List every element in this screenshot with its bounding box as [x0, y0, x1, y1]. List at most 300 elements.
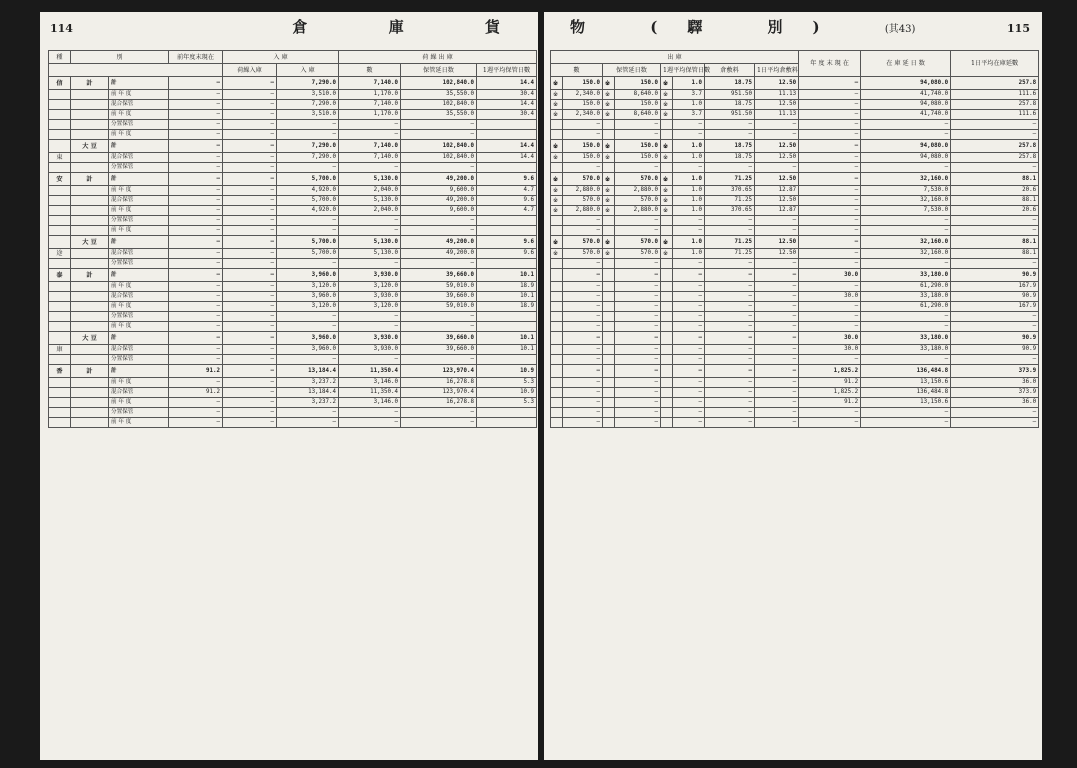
mark-cell	[661, 418, 673, 428]
mark-cell	[551, 120, 563, 130]
stock-days-cell: 94,080.0	[861, 77, 951, 90]
subcategory-cell: 分置保管	[109, 355, 169, 365]
storage-days-cell: —	[401, 163, 477, 173]
avg-fee-cell: —	[755, 130, 799, 140]
inbound-cell: —	[277, 408, 339, 418]
region-cell: 香	[49, 365, 71, 378]
inbound-cell: 3,120.0	[277, 282, 339, 292]
out-storage-days-cell: —	[615, 418, 661, 428]
region-cell	[49, 355, 71, 365]
out-storage-days-cell: 2,880.0	[615, 206, 661, 216]
avg-fee-cell: —	[755, 163, 799, 173]
avg-fee-cell: —	[755, 226, 799, 236]
inbound-cell: 3,510.0	[277, 90, 339, 100]
fee-cell: 951.50	[705, 90, 755, 100]
inbound-cell: 13,184.4	[277, 388, 339, 398]
avg-days-cell	[477, 418, 537, 428]
out-avg-days-cell: —	[673, 408, 705, 418]
stock-days-cell: 136,484.8	[861, 388, 951, 398]
table-row	[551, 345, 1039, 355]
table-row	[551, 365, 1039, 378]
avg-days-cell: 30.4	[477, 110, 537, 120]
avg-fee-cell: —	[755, 408, 799, 418]
out-storage-days-cell: —	[615, 398, 661, 408]
out-quantity-cell: 570.0	[563, 173, 603, 186]
transfer-cell: —	[223, 355, 277, 365]
mark-cell	[551, 398, 563, 408]
prev-balance-cell: —	[169, 130, 223, 140]
fee-cell: —	[705, 408, 755, 418]
storage-days-cell: —	[401, 130, 477, 140]
year-end-cell: —	[799, 77, 861, 90]
out-avg-days-cell: —	[673, 163, 705, 173]
table-row	[49, 173, 537, 186]
stock-days-cell: —	[861, 355, 951, 365]
transfer-cell: —	[223, 186, 277, 196]
fee-cell: —	[705, 120, 755, 130]
fee-cell: —	[705, 259, 755, 269]
subcategory-cell: 計	[109, 236, 169, 249]
table-row	[551, 408, 1039, 418]
storage-days-cell: 123,970.4	[401, 388, 477, 398]
table-row	[551, 418, 1039, 428]
stock-days-cell: 32,160.0	[861, 173, 951, 186]
avg-days-cell	[477, 216, 537, 226]
table-row	[49, 226, 537, 236]
out-avg-days-cell: —	[673, 388, 705, 398]
mark-cell: ※	[551, 153, 563, 163]
prev-balance-cell: —	[169, 322, 223, 332]
kind-cell	[71, 282, 109, 292]
kind-cell	[71, 345, 109, 355]
transfer-cell: —	[223, 398, 277, 408]
prev-balance-cell: —	[169, 398, 223, 408]
out-storage-days-cell: 150.0	[615, 77, 661, 90]
subcategory-cell: 計	[109, 365, 169, 378]
avg-fee-cell: 11.13	[755, 110, 799, 120]
mark-cell	[551, 355, 563, 365]
out-storage-days-cell: —	[615, 120, 661, 130]
table-row	[551, 77, 1039, 90]
out-storage-days-cell: —	[615, 302, 661, 312]
fee-cell: —	[705, 365, 755, 378]
avg-days-cell	[477, 130, 537, 140]
out-quantity-cell: —	[563, 322, 603, 332]
out-avg-days-cell: 1.0	[673, 77, 705, 90]
out-avg-days-cell: 1.0	[673, 196, 705, 206]
out-avg-days-cell: —	[673, 322, 705, 332]
stock-days-cell: 33,180.0	[861, 332, 951, 345]
storage-days-cell: —	[401, 355, 477, 365]
header-out-storage-days: 保管延日数	[603, 64, 661, 77]
out-avg-days-cell: —	[673, 269, 705, 282]
prev-balance-cell: —	[169, 312, 223, 322]
storage-days-cell: —	[401, 120, 477, 130]
subcategory-cell: 前 年 度	[109, 90, 169, 100]
kind-cell	[71, 130, 109, 140]
prev-balance-cell: —	[169, 408, 223, 418]
avg-days-cell	[477, 120, 537, 130]
transfer-cell: —	[223, 292, 277, 302]
header-out-avg-days: 1週平均保管日數	[661, 64, 705, 77]
mark-cell	[551, 282, 563, 292]
subcategory-cell: 前 年 度	[109, 322, 169, 332]
year-end-cell: —	[799, 173, 861, 186]
out-avg-days-cell: 3.7	[673, 110, 705, 120]
mark-cell	[661, 312, 673, 322]
fee-cell: —	[705, 302, 755, 312]
kind-cell	[71, 163, 109, 173]
inbound-cell: 5,700.0	[277, 249, 339, 259]
avg-days-cell: 30.4	[477, 90, 537, 100]
stock-days-cell: 32,160.0	[861, 236, 951, 249]
table-row	[551, 140, 1039, 153]
storage-days-cell: —	[401, 408, 477, 418]
mark-cell	[603, 282, 615, 292]
mark-cell	[661, 322, 673, 332]
mark-cell: ※	[661, 140, 673, 153]
inbound-cell: —	[277, 418, 339, 428]
inbound-cell: 4,920.0	[277, 186, 339, 196]
quantity-cell: —	[339, 130, 401, 140]
transfer-cell: —	[223, 322, 277, 332]
right-table-body	[551, 77, 1039, 428]
out-avg-days-cell: —	[673, 226, 705, 236]
out-storage-days-cell: 150.0	[615, 100, 661, 110]
inbound-cell: 3,960.0	[277, 269, 339, 282]
avg-days-cell	[477, 312, 537, 322]
out-storage-days-cell: —	[615, 292, 661, 302]
avg-days-cell: 18.9	[477, 282, 537, 292]
mark-cell	[661, 302, 673, 312]
avg-days-cell: 10.1	[477, 345, 537, 355]
mark-cell	[551, 216, 563, 226]
prev-balance-cell: —	[169, 206, 223, 216]
out-avg-days-cell: 1.0	[673, 140, 705, 153]
avg-fee-cell: —	[755, 355, 799, 365]
quantity-cell: —	[339, 226, 401, 236]
out-quantity-cell: —	[563, 302, 603, 312]
year-end-cell: —	[799, 110, 861, 120]
out-quantity-cell: 570.0	[563, 249, 603, 259]
daily-avg-cell: —	[951, 226, 1039, 236]
out-avg-days-cell: 1.0	[673, 100, 705, 110]
fee-cell: 71.25	[705, 173, 755, 186]
storage-days-cell: 9,600.0	[401, 206, 477, 216]
inbound-cell: —	[277, 216, 339, 226]
region-cell: 東	[49, 153, 71, 163]
prev-balance-cell: —	[169, 292, 223, 302]
region-cell	[49, 226, 71, 236]
storage-days-cell: 39,660.0	[401, 269, 477, 282]
table-row	[49, 269, 537, 282]
region-cell: 泰	[49, 269, 71, 282]
transfer-cell: —	[223, 153, 277, 163]
region-cell	[49, 302, 71, 312]
out-storage-days-cell: —	[615, 216, 661, 226]
out-quantity-cell: —	[563, 398, 603, 408]
out-avg-days-cell: 1.0	[673, 153, 705, 163]
kind-cell: 大 豆	[71, 236, 109, 249]
kind-cell	[71, 292, 109, 302]
mark-cell: ※	[551, 90, 563, 100]
avg-days-cell: 4.7	[477, 206, 537, 216]
table-row	[49, 259, 537, 269]
table-row	[49, 90, 537, 100]
inbound-cell: —	[277, 226, 339, 236]
mark-cell: ※	[603, 186, 615, 196]
left-page	[40, 12, 538, 760]
year-end-cell: —	[799, 206, 861, 216]
table-row	[551, 398, 1039, 408]
inbound-cell: 5,700.0	[277, 236, 339, 249]
daily-avg-cell: 88.1	[951, 236, 1039, 249]
mark-cell	[551, 163, 563, 173]
stock-days-cell: —	[861, 130, 951, 140]
mark-cell: ※	[603, 206, 615, 216]
mark-cell	[661, 130, 673, 140]
mark-cell	[661, 216, 673, 226]
out-storage-days-cell: 570.0	[615, 173, 661, 186]
subcategory-cell: 混合保管	[109, 196, 169, 206]
region-cell	[49, 130, 71, 140]
kind-cell	[71, 120, 109, 130]
quantity-cell: 5,130.0	[339, 196, 401, 206]
out-avg-days-cell: —	[673, 216, 705, 226]
header-inbound-transfer: 荷繰入庫	[223, 64, 277, 77]
right-page	[544, 12, 1042, 760]
mark-cell	[661, 259, 673, 269]
storage-days-cell: —	[401, 418, 477, 428]
region-cell	[49, 186, 71, 196]
quantity-cell: —	[339, 408, 401, 418]
storage-days-cell: 49,200.0	[401, 236, 477, 249]
avg-days-cell: 14.4	[477, 100, 537, 110]
region-cell	[49, 163, 71, 173]
kind-cell	[71, 322, 109, 332]
out-avg-days-cell: —	[673, 130, 705, 140]
inbound-cell: 7,290.0	[277, 140, 339, 153]
kind-cell	[71, 226, 109, 236]
daily-avg-cell: 88.1	[951, 249, 1039, 259]
storage-days-cell: 39,660.0	[401, 345, 477, 355]
kind-cell	[71, 186, 109, 196]
stock-days-cell: —	[861, 226, 951, 236]
avg-fee-cell: —	[755, 388, 799, 398]
region-cell: 途	[49, 249, 71, 259]
table-row	[551, 292, 1039, 302]
kind-cell	[71, 249, 109, 259]
mark-cell: ※	[661, 110, 673, 120]
out-storage-days-cell: —	[615, 332, 661, 345]
stock-days-cell: 94,080.0	[861, 100, 951, 110]
out-storage-days-cell: 8,640.0	[615, 90, 661, 100]
fee-cell: 18.75	[705, 77, 755, 90]
transfer-cell: —	[223, 302, 277, 312]
year-end-cell: —	[799, 90, 861, 100]
mark-cell: ※	[551, 100, 563, 110]
mark-cell	[661, 163, 673, 173]
daily-avg-cell: 36.0	[951, 398, 1039, 408]
avg-days-cell: 14.4	[477, 140, 537, 153]
mark-cell	[603, 269, 615, 282]
table-row	[551, 173, 1039, 186]
quantity-cell: 1,170.0	[339, 90, 401, 100]
daily-avg-cell: —	[951, 259, 1039, 269]
table-row	[551, 163, 1039, 173]
inbound-cell: 3,510.0	[277, 110, 339, 120]
table-row	[551, 186, 1039, 196]
transfer-cell: —	[223, 408, 277, 418]
region-cell: 康	[49, 345, 71, 355]
table-row	[49, 302, 537, 312]
year-end-cell: —	[799, 282, 861, 292]
storage-days-cell: 102,840.0	[401, 100, 477, 110]
fee-cell: —	[705, 130, 755, 140]
fee-cell: —	[705, 345, 755, 355]
mark-cell: ※	[661, 186, 673, 196]
out-quantity-cell: —	[563, 378, 603, 388]
quantity-cell: 7,140.0	[339, 100, 401, 110]
mark-cell	[551, 408, 563, 418]
header-out-quantity: 數	[551, 64, 603, 77]
out-storage-days-cell: —	[615, 130, 661, 140]
stock-days-cell: —	[861, 322, 951, 332]
stock-days-cell: 41,740.0	[861, 110, 951, 120]
mark-cell: ※	[661, 153, 673, 163]
stock-days-cell: 94,080.0	[861, 140, 951, 153]
out-avg-days-cell: 1.0	[673, 206, 705, 216]
year-end-cell: —	[799, 163, 861, 173]
prev-balance-cell: —	[169, 110, 223, 120]
total-note: (其43)	[884, 24, 916, 35]
avg-fee-cell: —	[755, 120, 799, 130]
transfer-cell: —	[223, 282, 277, 292]
daily-avg-cell: 90.9	[951, 345, 1039, 355]
avg-fee-cell: —	[755, 312, 799, 322]
inbound-cell: —	[277, 163, 339, 173]
avg-days-cell: 10.1	[477, 269, 537, 282]
out-storage-days-cell: 150.0	[615, 140, 661, 153]
daily-avg-cell: 111.6	[951, 90, 1039, 100]
region-cell	[49, 196, 71, 206]
subcategory-cell: 前 年 度	[109, 186, 169, 196]
out-storage-days-cell: —	[615, 322, 661, 332]
header-daily-avg: 1日平均在庫延數	[951, 51, 1039, 77]
daily-avg-cell: —	[951, 130, 1039, 140]
out-storage-days-cell: —	[615, 355, 661, 365]
mark-cell: ※	[551, 236, 563, 249]
daily-avg-cell: 167.9	[951, 302, 1039, 312]
mark-cell: ※	[551, 249, 563, 259]
prev-balance-cell: —	[169, 269, 223, 282]
prev-balance-cell: —	[169, 378, 223, 388]
daily-avg-cell: —	[951, 408, 1039, 418]
left-ledger-table	[48, 50, 537, 428]
mark-cell	[603, 345, 615, 355]
out-storage-days-cell: 150.0	[615, 153, 661, 163]
year-end-cell: 91.2	[799, 378, 861, 388]
subcategory-cell: 前 年 度	[109, 302, 169, 312]
fee-cell: —	[705, 226, 755, 236]
mark-cell	[661, 408, 673, 418]
table-row	[49, 249, 537, 259]
left-table-body	[49, 77, 537, 428]
out-avg-days-cell: —	[673, 355, 705, 365]
transfer-cell: —	[223, 226, 277, 236]
quantity-cell: —	[339, 322, 401, 332]
prev-balance-cell: —	[169, 90, 223, 100]
out-quantity-cell: 2,880.0	[563, 186, 603, 196]
table-row	[551, 100, 1039, 110]
fee-cell: 370.65	[705, 186, 755, 196]
avg-fee-cell: —	[755, 332, 799, 345]
year-end-cell: 1,825.2	[799, 365, 861, 378]
daily-avg-cell: —	[951, 216, 1039, 226]
mark-cell	[603, 388, 615, 398]
avg-fee-cell: —	[755, 398, 799, 408]
fee-cell: 18.75	[705, 153, 755, 163]
out-avg-days-cell: —	[673, 292, 705, 302]
avg-fee-cell: 12.50	[755, 173, 799, 186]
mark-cell	[661, 398, 673, 408]
quantity-cell: 11,350.4	[339, 388, 401, 398]
fee-cell: 71.25	[705, 196, 755, 206]
region-cell: 安	[49, 173, 71, 186]
year-end-cell: —	[799, 236, 861, 249]
mark-cell	[603, 312, 615, 322]
mark-cell: ※	[603, 110, 615, 120]
kind-cell: 計	[71, 173, 109, 186]
transfer-cell: —	[223, 196, 277, 206]
avg-days-cell	[477, 163, 537, 173]
prev-balance-cell: —	[169, 100, 223, 110]
avg-days-cell	[477, 322, 537, 332]
subcategory-cell: 前 年 度	[109, 110, 169, 120]
region-cell	[49, 206, 71, 216]
avg-days-cell: 10.1	[477, 332, 537, 345]
mark-cell: ※	[603, 90, 615, 100]
out-storage-days-cell: 570.0	[615, 236, 661, 249]
right-page-title	[570, 16, 915, 37]
table-row	[551, 282, 1039, 292]
avg-fee-cell: —	[755, 282, 799, 292]
year-end-cell: —	[799, 216, 861, 226]
table-row	[551, 206, 1039, 216]
storage-days-cell: 102,840.0	[401, 153, 477, 163]
kind-cell	[71, 378, 109, 388]
storage-days-cell: 59,010.0	[401, 282, 477, 292]
mark-cell	[603, 408, 615, 418]
out-quantity-cell: —	[563, 312, 603, 322]
subcategory-cell: 前 年 度	[109, 282, 169, 292]
table-row	[551, 312, 1039, 322]
out-avg-days-cell: —	[673, 398, 705, 408]
quantity-cell: —	[339, 216, 401, 226]
header-prev-balance: 前年度末現在	[169, 51, 223, 64]
out-avg-days-cell: —	[673, 418, 705, 428]
kind-cell: 計	[71, 365, 109, 378]
storage-days-cell: —	[401, 226, 477, 236]
inbound-cell: 3,120.0	[277, 302, 339, 312]
quantity-cell: 2,040.0	[339, 206, 401, 216]
table-row	[551, 322, 1039, 332]
transfer-cell: —	[223, 312, 277, 322]
kind-cell	[71, 418, 109, 428]
table-row	[49, 388, 537, 398]
transfer-cell: —	[223, 77, 277, 90]
table-row	[49, 206, 537, 216]
